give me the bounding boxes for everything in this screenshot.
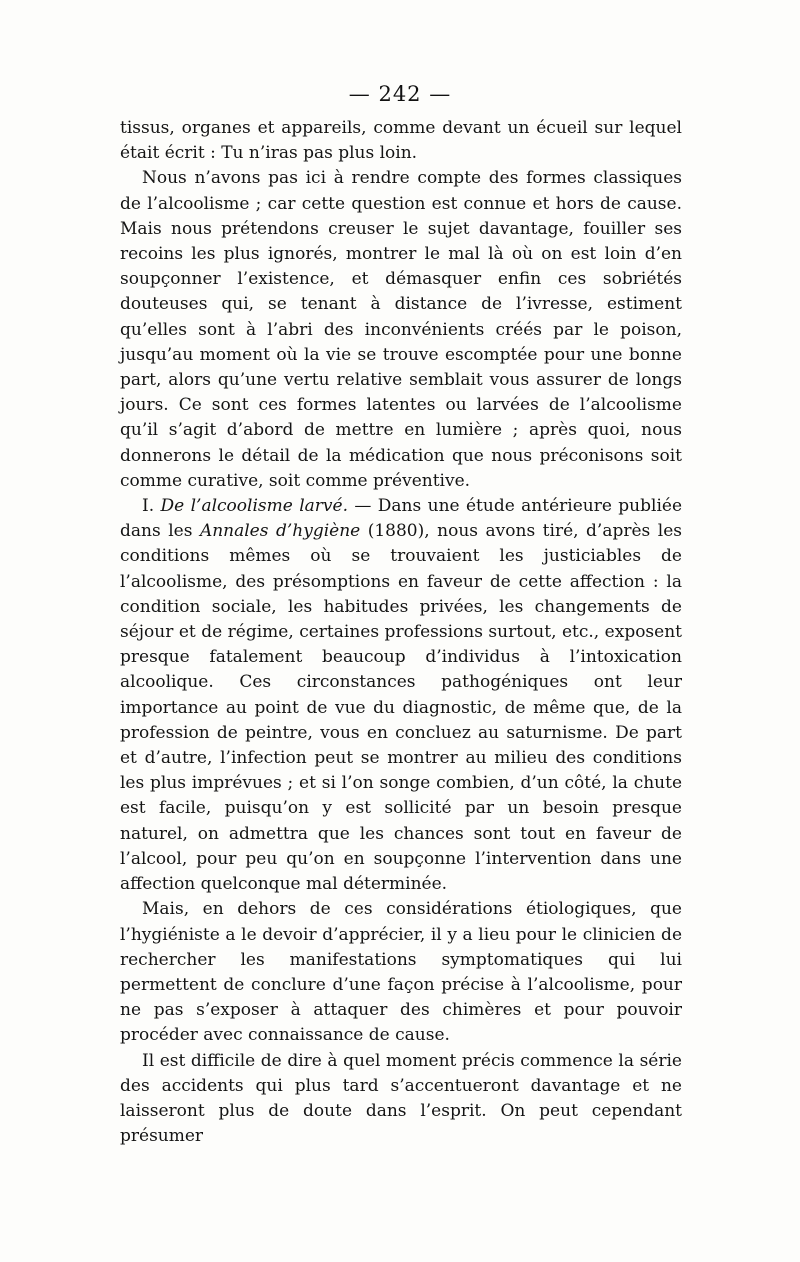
journal-title: Annales d’hygiène [199,521,361,542]
text-run: tissus, organes et appareils, comme devant un écueil sur lequel était écrit : Tu n’iras pas plus loin. [120,118,682,164]
paragraph-serie-accidents [120,1049,682,1150]
text-run: Nous n’avons pas ici à rendre compte des formes classiques de l’alcoolisme ; car cette question est connue et hors de cause. Mais nous prétendons creuser le sujet davantage, fouiller ses recoins les plus ignorés, montrer le mal là où on est loin d’en soupçonner l’existence, et démasquer enfin ces sobriétés douteuses qui, se tenant à distance de l’ivresse, estiment qu’elles sont à l’abri des inconvénients créés par le poison, jusqu’au moment où la vie se trouve escomptée pour une bonne part, alors qu’une vertu relative semblait vous assurer de longs jours. Ce sont ces formes latentes ou larvées de l’alcoolisme qu’il s’agit d’abord de mettre en lumière ; après quoi, nous donnerons le détail de la médication que nous préconisons soit comme curative, soit comme préventive. [120,168,682,491]
section-number: I. [142,496,161,517]
text-run: — Dans une étude antérieure publiée dans les [120,496,683,542]
body-text [120,116,682,1149]
text-run: Il est difficile de dire à quel moment précis commence la série des accidents qui plus tard s’accentueront davantage et ne laisseront plus de doute dans l’esprit. On peut cependant présumer [120,1050,682,1147]
paragraph-continuation [120,116,682,166]
paragraph-considerations [120,897,682,1048]
page-number: — 242 — [348,82,452,106]
text-run: Mais, en dehors de ces considérations étiologiques, que l’hygiéniste a le devoir d’apprécier, il y a lieu pour le clinicien de rechercher les manifestations symptomatiques qui lui permettent de conclure d’une façon précise à l’alcoolisme, pour ne pas s’exposer à attaquer des chimères et pour pouvoir procéder avec connaissance de cause. [120,899,682,1046]
paragraph-alcoolisme-larve [120,494,682,897]
paragraph-alcoolisme-classique [120,166,682,494]
text-run: (1880), nous avons tiré, d’après les conditions mêmes où se trouvaient les justiciables de l’alcoolisme, des présomptions en faveur de cette affection : la condition sociale, les habitudes privées, les changements de séjour et de régime, certaines professions surtout, etc., exposent presque fatalement beaucoup d’individus à l’intoxication alcoolique. Ces circonstances pathogéniques ont leur importance au point de vue du diagnostic, de même que, de la profession de peintre, vous en concluez au saturnisme. De part et d’autre, l’infection peut se montrer au milieu des conditions les plus imprévues ; et si l’on songe combien, d’un côté, la chute est facile, puisqu’on y est sollicité par un besoin presque naturel, on admettra que les chances sont tout en faveur de l’alcool, pour peu qu’on en soupçonne l’intervention dans une affection quelconque mal déterminée. [120,521,682,895]
section-heading: De l’alcoolisme larvé. [160,496,348,517]
